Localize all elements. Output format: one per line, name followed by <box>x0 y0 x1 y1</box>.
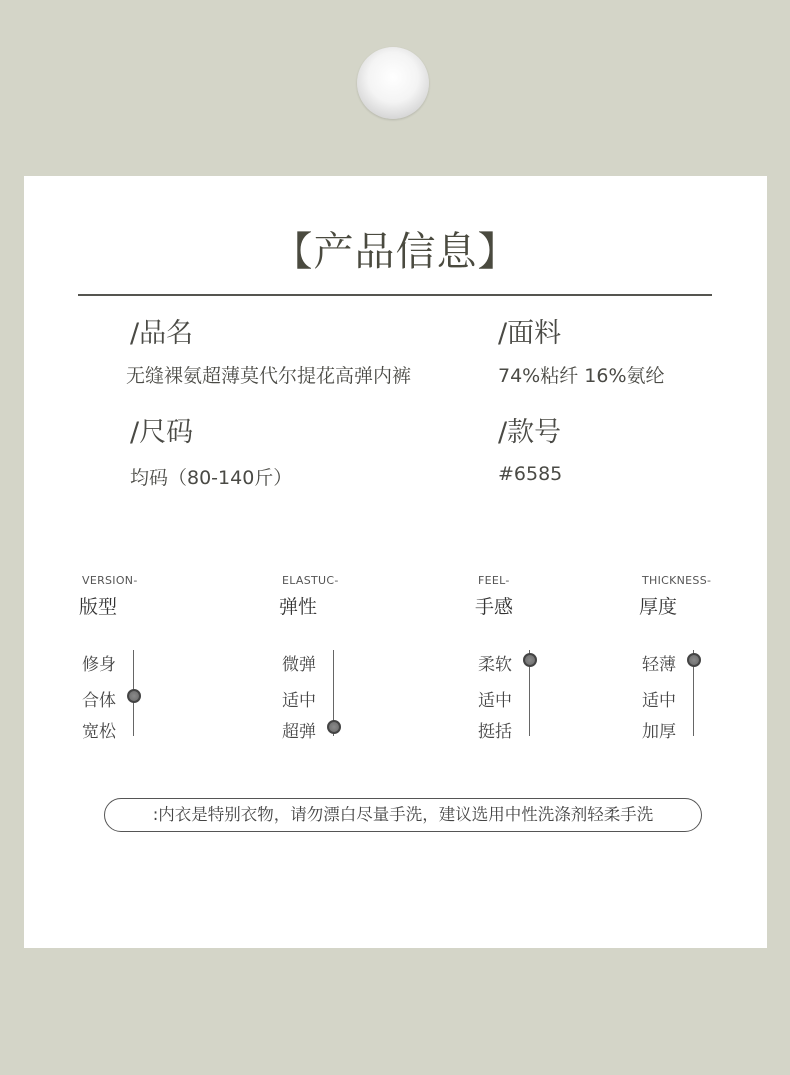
attribute-option: 适中 <box>282 691 316 711</box>
attribute-option: 适中 <box>478 691 512 711</box>
style-value: #6585 <box>498 463 563 485</box>
name-label: /品名 <box>130 318 194 349</box>
attribute-indicator-dot <box>687 653 701 667</box>
attribute-option: 超弹 <box>282 722 316 742</box>
style-label: /款号 <box>498 417 562 448</box>
attribute-en-label: FEEL- <box>478 574 510 587</box>
fabric-label: /面料 <box>498 318 562 349</box>
fabric-value: 74%粘纤 16%氨纶 <box>498 365 665 387</box>
attribute-option: 合体 <box>82 691 116 711</box>
attribute-indicator-dot <box>327 720 341 734</box>
attribute-cn-label: 厚度 <box>639 596 678 618</box>
title-divider <box>78 294 712 296</box>
name-value: 无缝裸氨超薄莫代尔提花高弹内裤 <box>126 365 412 387</box>
attribute-version <box>79 574 222 744</box>
attribute-indicator-dot <box>523 653 537 667</box>
product-info-card <box>24 176 767 948</box>
attribute-feel <box>475 574 618 744</box>
care-note: :内衣是特别衣物，请勿漂白尽量手洗，建议选用中性洗涤剂轻柔手洗 <box>104 798 702 832</box>
attribute-option: 轻薄 <box>642 655 676 675</box>
attribute-en-label: THICKNESS- <box>642 574 712 587</box>
hang-tag-hole <box>357 47 429 119</box>
attribute-en-label: ELASTUC- <box>282 574 339 587</box>
attribute-en-label: VERSION- <box>82 574 138 587</box>
attribute-option: 挺括 <box>478 722 512 742</box>
page-title: 【产品信息】 <box>272 229 519 275</box>
attribute-elasticity <box>279 574 422 744</box>
attribute-thickness <box>639 574 782 744</box>
attribute-cn-label: 弹性 <box>279 596 318 618</box>
attribute-cn-label: 版型 <box>79 596 118 618</box>
attribute-option: 柔软 <box>478 655 512 675</box>
attribute-cn-label: 手感 <box>475 596 514 618</box>
size-value: 均码（80-140斤） <box>130 467 293 489</box>
size-label: /尺码 <box>130 417 194 448</box>
attribute-indicator-dot <box>127 689 141 703</box>
attribute-option: 适中 <box>642 691 676 711</box>
attribute-option: 修身 <box>82 655 116 675</box>
attribute-option: 加厚 <box>642 722 676 742</box>
attribute-option: 宽松 <box>82 722 116 742</box>
attribute-option: 微弹 <box>282 655 316 675</box>
